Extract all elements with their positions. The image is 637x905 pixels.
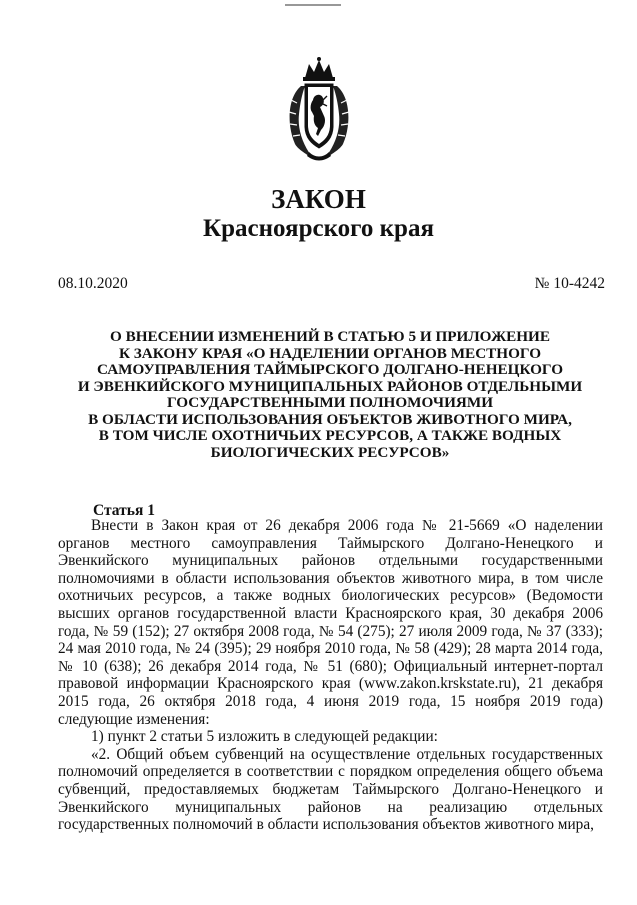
document-title: ЗАКОН bbox=[271, 184, 366, 214]
heading-line: О ВНЕСЕНИИ ИЗМЕНЕНИЙ В СТАТЬЮ 5 И ПРИЛОЖЕНИЕ bbox=[109, 328, 551, 345]
document-subtitle: Красноярского края bbox=[203, 215, 434, 242]
document-number: № 10-4242 bbox=[534, 275, 605, 292]
document-date: 08.10.2020 bbox=[58, 275, 128, 292]
article-title: Статья 1 bbox=[93, 502, 155, 519]
coat-of-arms-icon bbox=[283, 56, 355, 166]
heading-line: В ОБЛАСТИ ИСПОЛЬЗОВАНИЯ ОБЪЕКТОВ ЖИВОТНОГО МИРА, bbox=[88, 410, 572, 428]
heading-line: К ЗАКОНУ КРАЯ «О НАДЕЛЕНИИ ОРГАНОВ МЕСТНОГО bbox=[118, 344, 542, 362]
law-heading bbox=[50, 329, 610, 461]
heading-line: ГОСУДАРСТВЕННЫМИ ПОЛНОМОЧИЯМИ bbox=[166, 394, 494, 411]
paragraph: «2. Общий объем субвенций на осуществление отдельных государственных полномочий определяется в соответствии с порядком определения общего объема субвенций, предоставляемых бюджетам Таймырского Долгано-Ненецкого и Эвенкийского муниципальных районов на реализацию отдельных государственных полномочий в области использования объектов животного мира, bbox=[58, 745, 603, 834]
paragraph: 1) пункт 2 статьи 5 изложить в следующей редакции: bbox=[91, 728, 438, 746]
scan-artifact-line bbox=[285, 4, 341, 6]
article-body bbox=[58, 517, 603, 834]
heading-line: И ЭВЕНКИЙСКОГО МУНИЦИПАЛЬНЫХ РАЙОНОВ ОТДЕЛЬНЫМИ bbox=[77, 377, 583, 395]
heading-line: В ТОМ ЧИСЛЕ ОХОТНИЧЬИХ РЕСУРСОВ, А ТАКЖЕ ВОДНЫХ bbox=[98, 427, 562, 444]
heading-line: БИОЛОГИЧЕСКИХ РЕСУРСОВ» bbox=[210, 443, 450, 461]
heading-line: САМОУПРАВЛЕНИЯ ТАЙМЫРСКОГО ДОЛГАНО-НЕНЕЦКОГО bbox=[96, 361, 564, 378]
paragraph: Внести в Закон края от 26 декабря 2006 года № 21-5669 «О наделении органов местного самоуправления Таймырского Долгано-Ненецкого и Эвенкийского муниципальных районов отдельными государственными полномочиями в области использования объектов животного мира, в том числе охотничьих ресурсов, а также водных биологических ресурсов» (Ведомости высших органов государственной власти Красноярского края, 30 декабря 2006 года, № 59 (152); 27 октября 2008 года, № 54 (275); 27 июля 2009 года, № 37 (333); 24 мая 2010 года, № 24 (395); 29 ноября 2010 года, № 58 (429); 28 марта 2014 года, № 10 (638); 26 декабря 2014 года, № 51 (680); Официальный интернет-портал правовой информации Красноярского края (www.zakon.krskstate.ru), 21 декабря 2015 года, 26 октября 2018 года, 4 июня 2019 года, 15 ноября 2019 года) следующие изменения: bbox=[58, 517, 603, 728]
